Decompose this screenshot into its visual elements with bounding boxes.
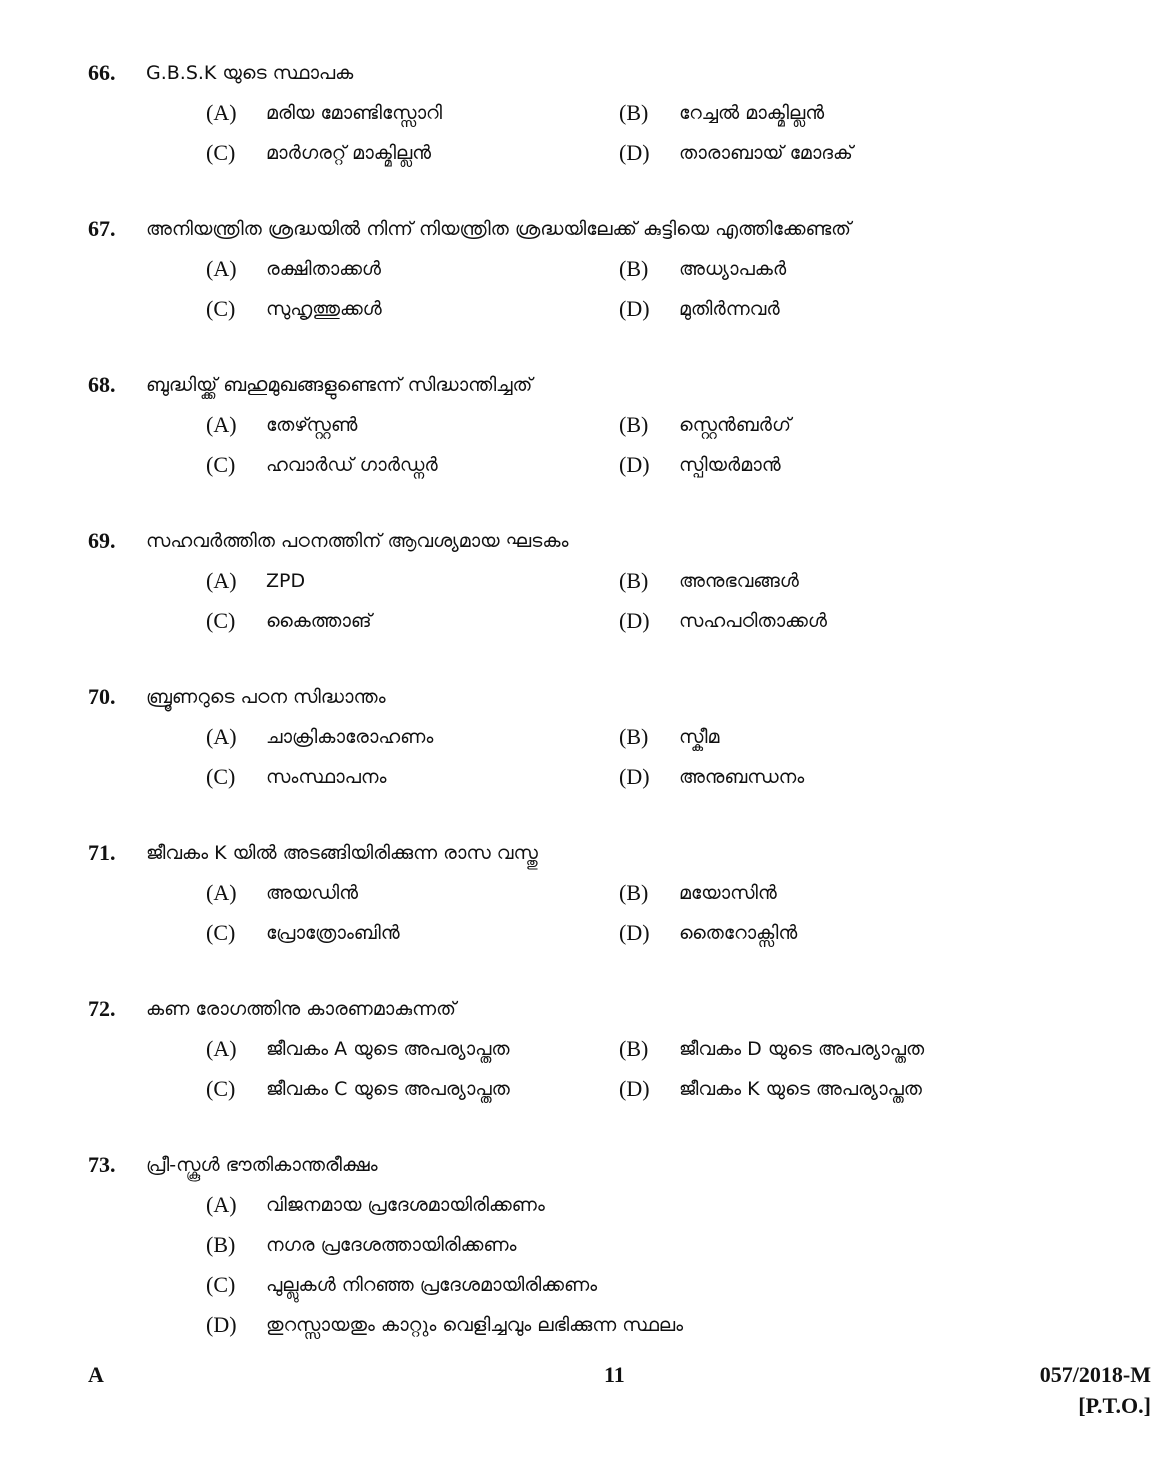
- option-text: സ്പിയർമാൻ: [679, 454, 781, 476]
- question-73: [88, 1145, 1128, 1345]
- paper-code: 057/2018-M: [1039, 1362, 1151, 1387]
- option-text: തുറസ്സായതും കാറ്റും വെളിച്ചവും ലഭിക്കുന്ന സ്ഥലം: [266, 1314, 684, 1336]
- option-d: [619, 140, 1032, 166]
- option-a: [206, 724, 619, 750]
- option-label: (B): [619, 568, 649, 593]
- option-text: നഗര പ്രദേശത്തായിരിക്കണം: [266, 1234, 517, 1256]
- option-text: പ്രോത്രോംബിൻ: [266, 922, 400, 944]
- question-text: ജീവകം K യിൽ അടങ്ങിയിരിക്കുന്ന രാസ വസ്തു: [146, 842, 538, 864]
- option-c: [206, 608, 619, 634]
- option-label: (B): [619, 1036, 649, 1061]
- option-text: ZPD: [266, 570, 306, 592]
- question-number: 73.: [88, 1152, 116, 1177]
- question-number: 71.: [88, 840, 116, 865]
- option-label: (B): [619, 412, 649, 437]
- option-a: [206, 1036, 619, 1062]
- option-c: [206, 452, 619, 478]
- option-c: [206, 140, 619, 166]
- option-a: [206, 880, 619, 906]
- option-b: [619, 880, 1032, 906]
- question-number: 69.: [88, 528, 116, 553]
- option-label: (A): [206, 256, 237, 281]
- option-label: (C): [206, 452, 236, 477]
- option-label: (C): [206, 764, 236, 789]
- option-label: (D): [619, 608, 650, 633]
- option-label: (A): [206, 1036, 237, 1061]
- option-c: [206, 920, 619, 946]
- option-label: (A): [206, 1192, 237, 1217]
- option-b: [206, 1232, 517, 1258]
- option-a: [206, 568, 619, 594]
- option-text: ജീവകം K യുടെ അപര്യാപ്തത: [679, 1078, 922, 1100]
- option-label: (B): [619, 880, 649, 905]
- question-number: 67.: [88, 216, 116, 241]
- option-label: (D): [619, 140, 650, 165]
- option-a: [206, 412, 619, 438]
- option-label: (D): [619, 296, 650, 321]
- option-text: രക്ഷിതാക്കൾ: [266, 258, 381, 280]
- option-text: അനുബന്ധനം: [679, 766, 805, 788]
- option-d: [619, 920, 1032, 946]
- option-text: അധ്യാപകർ: [679, 258, 787, 280]
- option-d: [206, 1312, 683, 1338]
- question-number: 68.: [88, 372, 116, 397]
- option-text: റേച്ചൽ മാക്മില്ലൻ: [679, 102, 825, 124]
- question-71: [88, 833, 1128, 953]
- option-d: [619, 452, 1032, 478]
- option-c: [206, 1076, 619, 1102]
- option-label: (B): [206, 1232, 236, 1257]
- question-70: [88, 677, 1128, 797]
- option-a: [206, 256, 619, 282]
- pto-note: [P.T.O.]: [1078, 1393, 1151, 1418]
- question-66: [88, 53, 1128, 173]
- option-label: (A): [206, 412, 237, 437]
- option-c: [206, 296, 619, 322]
- option-label: (C): [206, 608, 236, 633]
- option-text: അനുഭവങ്ങൾ: [679, 570, 799, 592]
- option-text: ജീവകം C യുടെ അപര്യാപ്തത: [266, 1078, 510, 1100]
- option-b: [619, 724, 1032, 750]
- option-text: സ്റ്റെൻബർഗ്: [679, 414, 791, 436]
- option-label: (D): [619, 764, 650, 789]
- question-67: [88, 209, 1128, 329]
- option-d: [619, 764, 1032, 790]
- question-text: ബുദ്ധിയ്ക്ക് ബഹുമുഖങ്ങളുണ്ടെന്ന് സിദ്ധാന്തിച്ചത്: [146, 374, 533, 396]
- option-text: മുതിർന്നവർ: [679, 298, 780, 320]
- option-label: (D): [619, 1076, 650, 1101]
- option-a: [206, 100, 619, 126]
- option-label: (B): [619, 256, 649, 281]
- question-text: G.B.S.K യുടെ സ്ഥാപക: [146, 62, 354, 84]
- footer-series: A: [88, 1362, 104, 1387]
- option-label: (C): [206, 920, 236, 945]
- option-label: (A): [206, 880, 237, 905]
- option-d: [619, 1076, 1032, 1102]
- question-72: [88, 989, 1128, 1109]
- option-label: (C): [206, 1076, 236, 1101]
- option-label: (A): [206, 100, 237, 125]
- question-text: അനിയന്ത്രിത ശ്രദ്ധയിൽ നിന്ന് നിയന്ത്രിത ശ്രദ്ധയിലേക്ക് കുട്ടിയെ എത്തിക്കേണ്ടത്: [146, 218, 852, 240]
- option-b: [619, 256, 1032, 282]
- option-b: [619, 568, 1032, 594]
- question-number: 70.: [88, 684, 116, 709]
- option-label: (D): [619, 920, 650, 945]
- option-label: (B): [619, 724, 649, 749]
- page-number: 11: [604, 1362, 625, 1387]
- option-b: [619, 412, 1032, 438]
- question-text: സഹവർത്തിത പഠനത്തിന് ആവശ്യമായ ഘടകം: [146, 530, 569, 552]
- option-b: [619, 1036, 1032, 1062]
- option-text: മാർഗരറ്റ് മാക്മില്ലൻ: [266, 142, 432, 164]
- option-a: [206, 1192, 545, 1218]
- question-text: പ്രീ-സ്കൂൾ ഭൗതികാന്തരീക്ഷം: [146, 1154, 378, 1176]
- question-text: ബ്രൂണറുടെ പഠന സിദ്ധാന്തം: [146, 686, 386, 708]
- question-69: [88, 521, 1128, 641]
- option-text: സഹപഠിതാക്കൾ: [679, 610, 827, 632]
- option-text: സ്കീമ: [679, 726, 720, 748]
- option-c: [206, 1272, 597, 1298]
- option-b: [619, 100, 1032, 126]
- option-text: അയഡിൻ: [266, 882, 359, 904]
- option-label: (D): [206, 1312, 237, 1337]
- question-number: 66.: [88, 60, 116, 85]
- option-text: മയോസിൻ: [679, 882, 777, 904]
- option-text: പുല്ലുകൾ നിറഞ്ഞ പ്രദേശമായിരിക്കണം: [266, 1274, 598, 1296]
- option-c: [206, 764, 619, 790]
- option-label: (A): [206, 568, 237, 593]
- option-text: മരിയ മോണ്ടിസ്സോറി: [266, 102, 442, 124]
- option-text: തേഴ്സ്റ്റൺ: [266, 414, 358, 436]
- option-label: (D): [619, 452, 650, 477]
- option-text: താരാബായ് മോദക്: [679, 142, 853, 164]
- option-text: തൈറോക്സിൻ: [679, 922, 798, 944]
- option-text: കൈത്താങ്: [266, 610, 372, 632]
- option-label: (A): [206, 724, 237, 749]
- option-label: (C): [206, 140, 236, 165]
- option-text: ജീവകം A യുടെ അപര്യാപ്തത: [266, 1038, 510, 1060]
- option-text: ജീവകം D യുടെ അപര്യാപ്തത: [679, 1038, 925, 1060]
- option-label: (C): [206, 1272, 236, 1297]
- option-text: ഹവാർഡ് ഗാർഡ്നർ: [266, 454, 438, 476]
- question-number: 72.: [88, 996, 116, 1021]
- question-68: [88, 365, 1128, 485]
- option-text: ചാക്രികാരോഹണം: [266, 726, 434, 748]
- option-label: (B): [619, 100, 649, 125]
- question-text: കണ രോഗത്തിനു കാരണമാകുന്നത്: [146, 998, 456, 1020]
- option-label: (C): [206, 296, 236, 321]
- option-text: സംസ്ഥാപനം: [266, 766, 387, 788]
- option-d: [619, 608, 1032, 634]
- option-d: [619, 296, 1032, 322]
- option-text: വിജനമായ പ്രദേശമായിരിക്കണം: [266, 1194, 545, 1216]
- option-text: സുഹൃത്തുക്കൾ: [266, 298, 382, 320]
